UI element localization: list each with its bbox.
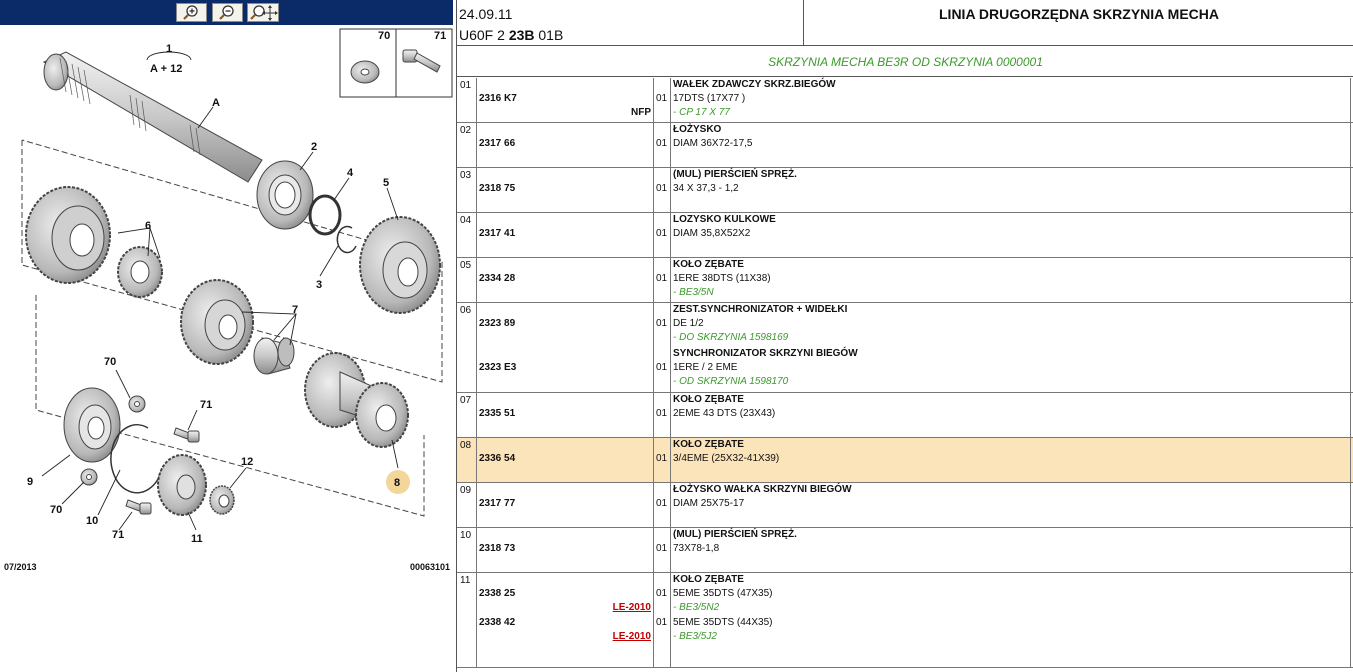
part-name: KOŁO ZĘBATE bbox=[673, 259, 744, 270]
cell-quantity bbox=[654, 213, 671, 257]
label-a: A bbox=[212, 97, 220, 109]
cell-reference bbox=[477, 438, 654, 482]
part-note-alt: - BE3/5J2 bbox=[673, 631, 717, 642]
part-description: DIAM 35,8X52X2 bbox=[673, 228, 751, 239]
cell-description bbox=[671, 213, 1351, 257]
part-description-alt: 5EME 35DTS (44X35) bbox=[673, 617, 773, 628]
cell-description bbox=[671, 393, 1351, 437]
cell-quantity bbox=[654, 393, 671, 437]
cell-description bbox=[671, 123, 1351, 167]
cell-description bbox=[671, 303, 1351, 392]
zoom-in-button[interactable] bbox=[176, 3, 207, 22]
snap-ring-3 bbox=[337, 227, 356, 253]
parts-list-panel bbox=[456, 0, 1353, 672]
bearing-2 bbox=[257, 161, 313, 229]
part-quantity: 01 bbox=[656, 183, 668, 194]
part-name: (MUL) PIERŚCIEŃ SPRĘŻ. bbox=[673, 169, 797, 180]
part-quantity: 01 bbox=[656, 273, 668, 284]
table-row[interactable] bbox=[457, 258, 1353, 303]
part-description: DIAM 36X72-17,5 bbox=[673, 138, 753, 149]
part-reference[interactable]: 2336 54 bbox=[479, 453, 516, 464]
row-index: 01 bbox=[460, 80, 472, 91]
part-reference[interactable]: 2318 73 bbox=[479, 543, 516, 554]
part-reference[interactable]: 2335 51 bbox=[479, 408, 516, 419]
zoom-out-icon bbox=[213, 4, 242, 21]
cell-index bbox=[457, 258, 477, 302]
cell-index bbox=[457, 303, 477, 392]
part-description: 34 X 37,3 - 1,2 bbox=[673, 183, 739, 194]
row-index: 07 bbox=[460, 395, 472, 406]
cell-reference bbox=[477, 393, 654, 437]
cell-description bbox=[671, 438, 1351, 482]
part-reference[interactable]: 2323 89 bbox=[479, 318, 516, 329]
row-index: 04 bbox=[460, 215, 472, 226]
label-70-upper: 70 bbox=[104, 356, 117, 368]
part-description: 17DTS (17X77 ) bbox=[673, 93, 746, 104]
label-70-lower: 70 bbox=[50, 504, 63, 516]
label-11: 11 bbox=[191, 533, 203, 545]
part-reference[interactable]: 2317 41 bbox=[479, 228, 516, 239]
cell-index bbox=[457, 528, 477, 572]
part-name: ŁOŻYSKO bbox=[673, 124, 722, 135]
cell-quantity bbox=[654, 258, 671, 302]
label-7: 7 bbox=[292, 304, 299, 316]
part-reference[interactable]: 2317 66 bbox=[479, 138, 516, 149]
synchronizer-6 bbox=[26, 187, 162, 297]
part-note: - DO SKRZYNIA 1598169 bbox=[673, 332, 789, 343]
cell-quantity bbox=[654, 78, 671, 122]
part-quantity: 01 bbox=[656, 498, 668, 509]
label-1: 1 bbox=[166, 43, 173, 55]
diagram-toolbar bbox=[0, 0, 453, 25]
bolt-71-upper bbox=[174, 428, 199, 442]
table-row[interactable] bbox=[457, 303, 1353, 393]
part-description: 3/4EME (25X32-41X39) bbox=[673, 453, 780, 464]
cell-quantity bbox=[654, 528, 671, 572]
cell-index bbox=[457, 78, 477, 122]
part-quantity: 01 bbox=[656, 93, 668, 104]
label-4: 4 bbox=[347, 167, 354, 179]
cell-reference bbox=[477, 258, 654, 302]
inset-label-70: 70 bbox=[378, 30, 391, 42]
part-name: KOŁO ZĘBATE bbox=[673, 439, 744, 450]
zoom-fit-button[interactable] bbox=[247, 3, 279, 22]
row-index: 03 bbox=[460, 170, 472, 181]
cell-description bbox=[671, 483, 1351, 527]
cell-reference bbox=[477, 78, 654, 122]
part-quantity: 01 bbox=[656, 318, 668, 329]
cell-quantity bbox=[654, 573, 671, 667]
table-row[interactable] bbox=[457, 393, 1353, 438]
table-row[interactable] bbox=[457, 528, 1353, 573]
part-note: - BE3/5N2 bbox=[673, 602, 720, 613]
part-tag[interactable]: LE-2010 bbox=[612, 602, 651, 613]
label-a-12: A + 12 bbox=[150, 63, 183, 75]
washer-70-lower-hole bbox=[87, 475, 92, 480]
cell-reference bbox=[477, 303, 654, 392]
zoom-out-button[interactable] bbox=[212, 3, 243, 22]
snap-ring-10 bbox=[111, 425, 162, 493]
part-name: (MUL) PIERŚCIEŃ SPRĘŻ. bbox=[673, 529, 797, 540]
part-quantity: 01 bbox=[656, 588, 668, 599]
part-reference-alt[interactable]: 2338 42 bbox=[479, 617, 516, 628]
part-quantity: 01 bbox=[656, 138, 668, 149]
diagram-footer-code: 00063101 bbox=[409, 562, 450, 572]
part-name: ŁOŻYSKO WAŁKA SKRZYNI BIEGÓW bbox=[673, 484, 852, 495]
cell-description bbox=[671, 78, 1351, 122]
row-index: 08 bbox=[460, 440, 472, 451]
part-note: - CP 17 X 77 bbox=[673, 107, 730, 118]
part-description: DE 1/2 bbox=[673, 318, 704, 329]
row-index: 09 bbox=[460, 485, 472, 496]
label-9: 9 bbox=[27, 476, 34, 488]
page-subtitle: SKRZYNIA MECHA BE3R OD SKRZYNIA 0000001 bbox=[457, 47, 1353, 77]
double-gear-8 bbox=[305, 353, 410, 494]
cell-reference bbox=[477, 168, 654, 212]
part-tag: NFP bbox=[631, 107, 651, 118]
row-index: 06 bbox=[460, 305, 472, 316]
cell-reference bbox=[477, 573, 654, 667]
bolt-71-lower bbox=[126, 500, 151, 514]
label-6: 6 bbox=[145, 220, 152, 232]
part-name: LOZYSKO KULKOWE bbox=[673, 214, 776, 225]
nut-12 bbox=[210, 486, 234, 514]
diagram-footer-date: 07/2013 bbox=[4, 562, 37, 572]
cell-index bbox=[457, 123, 477, 167]
part-reference[interactable]: 2317 77 bbox=[479, 498, 516, 509]
gear-7 bbox=[181, 280, 294, 374]
code-bold: 23B bbox=[508, 27, 535, 43]
part-quantity-alt: 01 bbox=[656, 617, 668, 628]
cell-reference bbox=[477, 123, 654, 167]
row-index: 10 bbox=[460, 530, 472, 541]
cell-reference bbox=[477, 483, 654, 527]
part-name: KOŁO ZĘBATE bbox=[673, 574, 744, 585]
table-row[interactable] bbox=[457, 213, 1353, 258]
cell-quantity bbox=[654, 303, 671, 392]
table-row[interactable] bbox=[457, 123, 1353, 168]
row-index: 11 bbox=[460, 575, 471, 586]
part-quantity-alt: 01 bbox=[656, 362, 668, 373]
parts-header bbox=[457, 0, 1353, 46]
cell-quantity bbox=[654, 168, 671, 212]
diagram-panel bbox=[0, 0, 453, 672]
part-name: ZEST.SYNCHRONIZATOR + WIDEŁKI bbox=[673, 304, 848, 315]
part-description: 5EME 35DTS (47X35) bbox=[673, 588, 773, 599]
bolt-71-head bbox=[403, 50, 417, 62]
table-row[interactable] bbox=[457, 438, 1353, 483]
cell-index bbox=[457, 573, 477, 667]
part-reference[interactable]: 2316 K7 bbox=[479, 93, 517, 104]
part-quantity: 01 bbox=[656, 228, 668, 239]
label-3: 3 bbox=[316, 279, 323, 291]
label-8: 8 bbox=[394, 477, 401, 489]
inset-label-71: 71 bbox=[434, 30, 447, 42]
table-row[interactable] bbox=[457, 483, 1353, 528]
part-description-alt: 1ERE / 2 EME bbox=[673, 362, 738, 373]
part-quantity: 01 bbox=[656, 453, 668, 464]
part-reference[interactable]: 2334 28 bbox=[479, 273, 516, 284]
cell-index bbox=[457, 213, 477, 257]
part-description: 1ERE 38DTS (11X38) bbox=[673, 273, 771, 284]
page-title: LINIA DRUGORZĘDNA SKRZYNIA MECHA bbox=[939, 6, 1219, 22]
label-71-upper: 71 bbox=[200, 399, 213, 411]
row-index: 05 bbox=[460, 260, 472, 271]
cell-description bbox=[671, 168, 1351, 212]
part-quantity: 01 bbox=[656, 543, 668, 554]
code-suffix: 01B bbox=[538, 27, 564, 43]
zoom-in-icon bbox=[177, 4, 206, 21]
cell-quantity bbox=[654, 483, 671, 527]
table-row[interactable] bbox=[457, 168, 1353, 213]
part-quantity: 01 bbox=[656, 408, 668, 419]
part-description: 73X78-1,8 bbox=[673, 543, 720, 554]
cell-description bbox=[671, 573, 1351, 667]
cell-reference bbox=[477, 528, 654, 572]
label-10: 10 bbox=[86, 515, 99, 527]
header-date: 24.09.11 bbox=[459, 6, 513, 22]
cell-description bbox=[671, 528, 1351, 572]
label-5: 5 bbox=[383, 177, 390, 189]
part-description: 2EME 43 DTS (23X43) bbox=[673, 408, 776, 419]
code-prefix: U60F 2 bbox=[459, 27, 505, 43]
gear-11 bbox=[158, 455, 206, 515]
gear-5 bbox=[360, 217, 440, 313]
table-row[interactable] bbox=[457, 573, 1353, 668]
part-name: KOŁO ZĘBATE bbox=[673, 394, 744, 405]
exploded-parts-diagram bbox=[0, 25, 453, 585]
header-code bbox=[459, 27, 563, 43]
cell-index bbox=[457, 168, 477, 212]
row-index: 02 bbox=[460, 125, 472, 136]
part-note-alt: - OD SKRZYNIA 1598170 bbox=[673, 376, 789, 387]
part-reference[interactable]: 2318 75 bbox=[479, 183, 516, 194]
cell-description bbox=[671, 258, 1351, 302]
zoom-fit-icon bbox=[248, 4, 278, 21]
label-71-lower: 71 bbox=[112, 529, 125, 541]
part-reference-alt[interactable]: 2323 E3 bbox=[479, 362, 517, 373]
cell-reference bbox=[477, 213, 654, 257]
part-name: WAŁEK ZDAWCZY SKRZ.BIEGÓW bbox=[673, 79, 836, 90]
cell-index bbox=[457, 438, 477, 482]
part-name-alt: SYNCHRONIZATOR SKRZYNI BIEGÓW bbox=[673, 348, 858, 359]
cell-quantity bbox=[654, 438, 671, 482]
part-note: - BE3/5N bbox=[673, 287, 714, 298]
part-tag-alt[interactable]: LE-2010 bbox=[612, 631, 651, 642]
cell-index bbox=[457, 483, 477, 527]
part-description: DIAM 25X75-17 bbox=[673, 498, 745, 509]
label-2: 2 bbox=[311, 141, 318, 153]
cell-quantity bbox=[654, 123, 671, 167]
washer-70-upper-hole bbox=[135, 402, 140, 407]
table-row[interactable] bbox=[457, 78, 1353, 123]
cell-index bbox=[457, 393, 477, 437]
washer-70-hole bbox=[361, 69, 369, 75]
label-12: 12 bbox=[241, 456, 254, 468]
part-reference[interactable]: 2338 25 bbox=[479, 588, 516, 599]
